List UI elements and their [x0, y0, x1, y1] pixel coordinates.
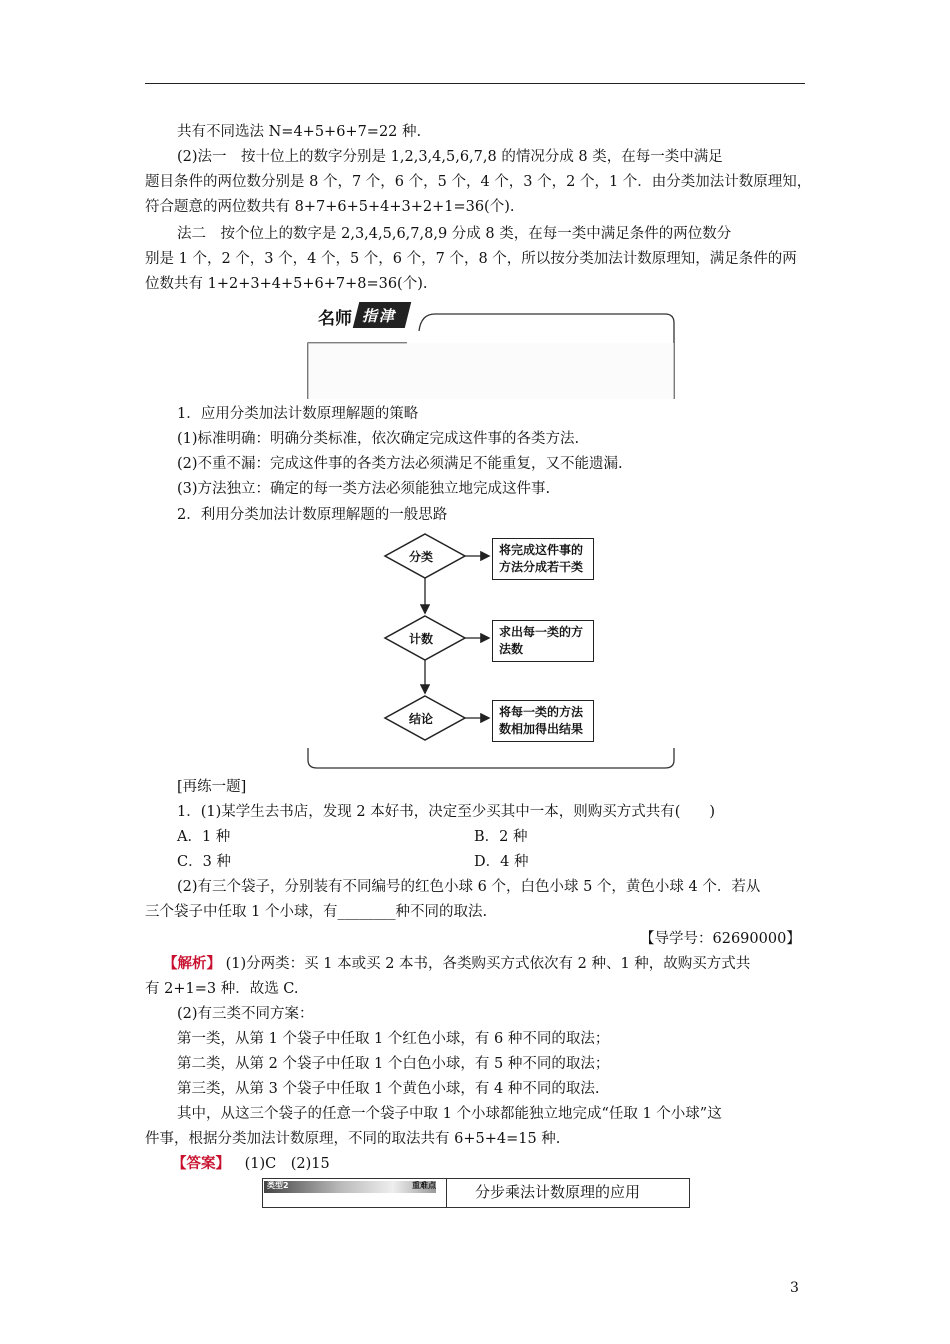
analysis-line-3: (2)有三类不同方案：: [177, 1006, 314, 1022]
flow-desc-1: [492, 538, 594, 580]
analysis-line-7: 其中，从这三个袋子的任意一个袋子中取 1 个小球都能独立地完成“任取 1 个小球”这: [177, 1106, 722, 1122]
guide-point-3: (3)方法独立：确定的每一类方法必须能独立地完成这件事.: [177, 481, 551, 497]
flow-step-1: 分类: [409, 550, 434, 564]
type-tag-right: 重难点: [412, 1181, 436, 1190]
method1-line-3: 符合题意的两位数共有 8+7+6+5+4+3+2+1=36(个).: [145, 199, 515, 215]
method2-line-2: 别是 1 个，2 个，3 个，4 个，5 个，6 个，7 个，8 个，所以按分类加法计数原理知，满足条件的两: [145, 251, 797, 267]
flow-desc-2-line-1: 求出每一类的方: [499, 625, 584, 639]
flow-step-3: 结论: [409, 712, 434, 726]
answer-line: [172, 1153, 837, 1175]
practice-heading: [再练一题]: [177, 779, 247, 795]
type-tag: 类型2: [267, 1181, 289, 1190]
method2-line-1: 法二 按个位上的数字是 2,3,4,5,6,7,8,9 分成 8 类，在每一类中满足条件的两位数分: [177, 226, 732, 242]
intro-line-1: 共有不同选法 N=4+5+6+7=22 种.: [177, 124, 422, 140]
analysis-line-1: [163, 953, 813, 975]
flow-desc-1-line-1: 将完成这件事的: [499, 543, 584, 557]
analysis-line-8: 件事，根据分类加法计数原理，不同的取法共有 6+5+4=15 种.: [145, 1131, 561, 1147]
mingshi-label: 名师: [318, 309, 352, 329]
analysis-label: 【解析】: [163, 955, 221, 972]
answer-label: 【答案】: [172, 1155, 230, 1172]
flow-desc-2: [492, 620, 594, 662]
guide-point-2: (2)不重不漏：完成这件事的各类方法必须满足不能重复，又不能遗漏.: [177, 456, 623, 472]
guide-frame-bottom: [307, 748, 675, 770]
type-title: 分步乘法计数原理的应用: [475, 1183, 641, 1201]
option-b: B．2 种: [474, 829, 528, 845]
analysis-line-6: 第三类，从第 3 个袋子中任取 1 个黄色小球，有 4 种不同的取法.: [177, 1081, 600, 1097]
practice-q1: 1．(1)某学生去书店，发现 2 本好书，决定至少买其中一本，则购买方式共有( ): [177, 804, 716, 820]
option-c: C．3 种: [177, 854, 231, 870]
header-rule: [145, 83, 805, 84]
mingshi-badge-text: 指津: [362, 307, 397, 325]
answer-text: (1)C (2)15: [244, 1156, 330, 1172]
analysis-line-5: 第二类，从第 2 个袋子中任取 1 个白色小球，有 5 种不同的取法；: [177, 1056, 610, 1072]
guide-heading-2: 2．利用分类加法计数原理解题的一般思路: [177, 507, 448, 523]
analysis-line-2: 有 2+1=3 种．故选 C.: [145, 981, 299, 997]
flow-desc-3-line-1: 将每一类的方法: [499, 705, 584, 719]
analysis-text-1: (1)分两类：买 1 本或买 2 本书，各类购买方式依次有 2 种、1 种，故购买方式共: [225, 956, 751, 972]
practice-q2-line-1: (2)有三个袋子，分别装有不同编号的红色小球 6 个，白色小球 5 个，黄色小球 4 个．若从: [177, 879, 761, 895]
page-number: 3: [790, 1280, 799, 1296]
flow-step-2: 计数: [409, 632, 434, 646]
guide-heading-1: 1．应用分类加法计数原理解题的策略: [177, 406, 419, 422]
practice-q2-line-2: 三个袋子中任取 1 个小球，有________种不同的取法.: [145, 904, 488, 920]
option-a: A．1 种: [177, 829, 231, 845]
flow-desc-3-line-2: 数相加得出结果: [499, 722, 584, 736]
flow-desc-1-line-2: 方法分成若干类: [499, 560, 584, 574]
type-divider: [446, 1178, 447, 1208]
guide-number: 【导学号：62690000】: [640, 931, 801, 947]
option-d: D．4 种: [474, 854, 529, 870]
method2-line-3: 位数共有 1+2+3+4+5+6+7+8=36(个).: [145, 276, 428, 292]
flow-desc-3: [492, 700, 594, 742]
analysis-line-4: 第一类，从第 1 个袋子中任取 1 个红色小球，有 6 种不同的取法；: [177, 1031, 610, 1047]
guide-point-1: (1)标准明确：明确分类标准，依次确定完成这件事的各类方法.: [177, 431, 580, 447]
flow-desc-2-line-2: 法数: [499, 642, 524, 656]
method1-line-1: (2)法一 按十位上的数字分别是 1,2,3,4,5,6,7,8 的情况分成 8 类，在每一类中满足: [177, 149, 723, 165]
method1-line-2: 题目条件的两位数分别是 8 个，7 个，6 个，5 个，4 个，3 个，2 个，1 个．由分类加法计数原理知，: [145, 174, 812, 190]
type-bar: [264, 1181, 436, 1193]
